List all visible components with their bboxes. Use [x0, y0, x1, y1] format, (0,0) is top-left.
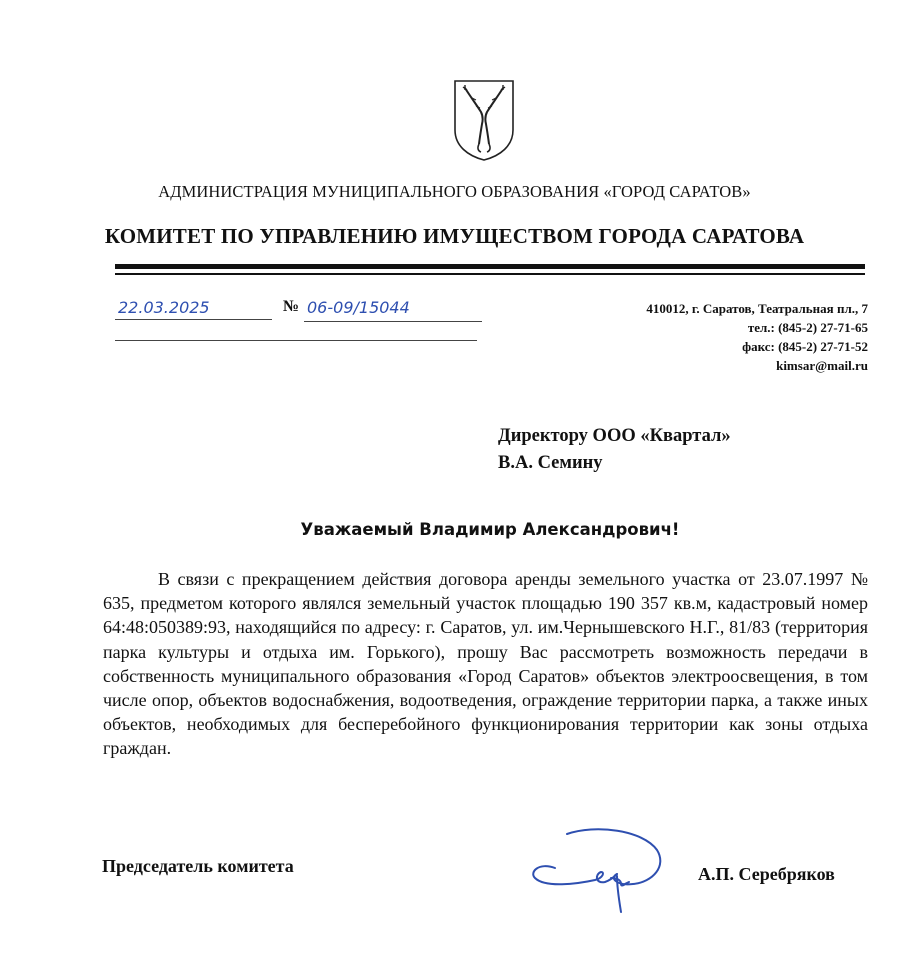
number-underline — [304, 321, 482, 322]
signer-title: Председатель комитета — [102, 856, 294, 876]
recipient-block — [498, 423, 731, 477]
salutation: Уважаемый Владимир Александрович! — [300, 520, 680, 539]
recipient-name: В.А. Семину — [498, 453, 603, 473]
salutation-wrapper — [0, 520, 909, 539]
signer-name: А.П. Серебряков — [698, 864, 835, 884]
sender-email: kimsar@mail.ru — [776, 358, 868, 373]
saratov-coat-of-arms-icon — [452, 78, 516, 162]
administration-title: АДМИНИСТРАЦИЯ МУНИЦИПАЛЬНОГО ОБРАЗОВАНИЯ «ГОРОД САРАТОВ» — [158, 182, 751, 201]
reference-underline — [115, 340, 477, 341]
letter-body: В связи с прекращением действия договора аренды земельного участка от 23.07.1997 № 635, предметом которого являлся земельный участок площадью 190 357 кв.м, кадастровый номер 64:48:050389:93, находящийся по адресу: г. Саратов, ул. им.Чернышевского Н.Г., 81/83 (территория парка культуры и отдыха им. Горького), прошу Вас рассмотреть возможность передачи в собственность муниципального образования «Город Саратов» объектов электроосвещения, в том числе опор, объектов водоснабжения, водоотведения, ограждение территории парка, а также иных объектов, необходимых для бесперебойного функционирования территории как зоны отдыха граждан. — [103, 569, 868, 759]
sender-contacts — [560, 299, 868, 375]
sender-address: 410012, г. Саратов, Театральная пл., 7 — [646, 301, 868, 316]
date-underline — [115, 319, 272, 320]
header-divider-thick — [115, 264, 865, 269]
number-sign: № — [283, 298, 300, 315]
recipient-position: Директору ООО «Квартал» — [498, 426, 731, 446]
sender-phone: тел.: (845-2) 27-71-65 — [747, 320, 868, 335]
registration-number: 06-09/15044 — [307, 298, 410, 317]
committee-title: КОМИТЕТ ПО УПРАВЛЕНИЮ ИМУЩЕСТВОМ ГОРОДА САРАТОВА — [104, 224, 805, 248]
registration-date: 22.03.2025 — [118, 298, 210, 317]
header-divider-thin — [115, 273, 865, 275]
sender-fax: факс: (845-2) 27-71-52 — [742, 339, 868, 354]
handwritten-signature-icon — [525, 822, 670, 914]
